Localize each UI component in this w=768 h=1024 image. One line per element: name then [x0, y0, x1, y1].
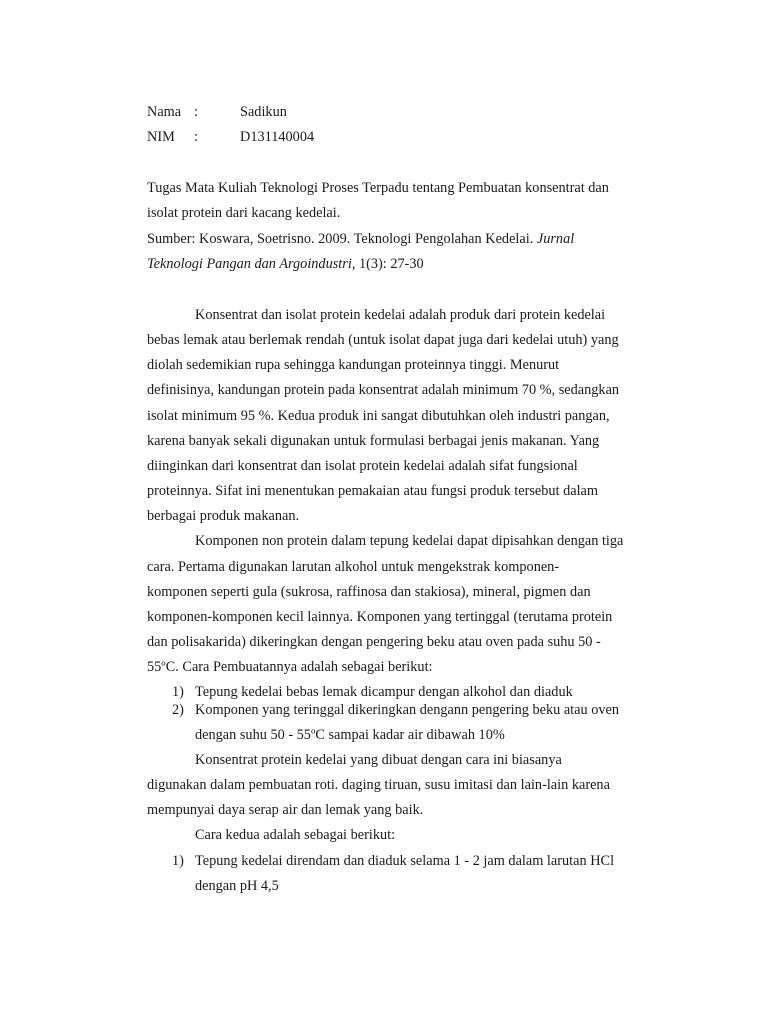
list-number: 1)	[172, 853, 184, 869]
nim-label: NIM	[147, 129, 175, 145]
nim-separator: :	[194, 129, 198, 145]
paragraph-line: diolah sedemikian rupa sehingga kandungan proteinnya tinggi. Menurut	[147, 357, 560, 373]
paragraph-line: komponen-komponen kecil lainnya. Komponen yang tertinggal (terutama protein	[147, 609, 613, 625]
name-separator: :	[194, 104, 198, 120]
paragraph-line: cara. Pertama digunakan larutan alkohol untuk mengekstrak komponen-	[147, 559, 560, 575]
source-journal: Teknologi Pangan dan Argoindustri	[147, 256, 352, 272]
paragraph-line: bebas lemak atau berlemak rendah (untuk isolat dapat juga dari kedelai utuh) yang	[147, 332, 619, 348]
source-journal: Jurnal	[536, 231, 575, 247]
list-number: 2)	[172, 702, 184, 718]
paragraph-line: Komponen non protein dalam tepung kedelai dapat dipisahkan dengan tiga	[195, 533, 624, 549]
paragraph-line: digunakan dalam pembuatan roti. daging tiruan, susu imitasi dan lain-lain karena	[147, 777, 610, 793]
source-text: , 1(3): 27-30	[351, 256, 424, 272]
name-value: Sadikun	[240, 104, 287, 120]
name-label: Nama	[147, 104, 182, 120]
list-item-text: dengan pH 4,5	[195, 878, 279, 894]
paragraph-line: isolat minimum 95 %. Kedua produk ini sangat dibutuhkan oleh industri pangan,	[147, 408, 610, 424]
paragraph-line: berbagai produk makanan.	[147, 508, 300, 524]
paragraph-line: mempunyai daya serap air dan lemak yang baik.	[147, 802, 424, 818]
paragraph-line: karena banyak sekali digunakan untuk formulasi berbagai jenis makanan. Yang	[147, 433, 600, 449]
list-number: 1)	[172, 684, 184, 700]
paragraph-line: diinginkan dari konsentrat dan isolat protein kedelai adalah sifat fungsional	[147, 458, 578, 474]
paragraph-line: Konsentrat protein kedelai yang dibuat dengan cara ini biasanya	[195, 752, 562, 768]
list-item-text: Tepung kedelai bebas lemak dicampur dengan alkohol dan diaduk	[195, 684, 573, 700]
source-text: Sumber: Koswara, Soetrisno. 2009. Teknologi Pengolahan Kedelai.	[147, 231, 537, 247]
list-item-text: dengan suhu 50 - 55ºC sampai kadar air dibawah 10%	[195, 727, 505, 743]
paragraph-line: dan polisakarida) dikeringkan dengan pengering beku atau oven pada suhu 50 -	[147, 634, 601, 650]
paragraph-line: proteinnya. Sifat ini menentukan pemakaian atau fungsi produk tersebut dalam	[147, 483, 599, 499]
task-line: isolat protein dari kacang kedelai.	[147, 205, 341, 221]
nim-value: D131140004	[240, 129, 315, 145]
task-line: Tugas Mata Kuliah Teknologi Proses Terpadu tentang Pembuatan konsentrat dan	[147, 180, 609, 196]
paragraph-line: 55ºC. Cara Pembuatannya adalah sebagai berikut:	[147, 659, 433, 675]
source-line	[147, 230, 574, 248]
list-item-text: Tepung kedelai direndam dan diaduk selama 1 - 2 jam dalam larutan HCl	[195, 853, 615, 869]
source-line	[147, 255, 424, 273]
paragraph-line: definisinya, kandungan protein pada konsentrat adalah minimum 70 %, sedangkan	[147, 382, 620, 398]
paragraph-line: Konsentrat dan isolat protein kedelai adalah produk dari protein kedelai	[195, 307, 606, 323]
list-item-text: Komponen yang teringgal dikeringkan dengann pengering beku atau oven	[195, 702, 620, 718]
paragraph-line: komponen seperti gula (sukrosa, raffinosa dan stakiosa), mineral, pigmen dan	[147, 584, 591, 600]
paragraph-line: Cara kedua adalah sebagai berikut:	[195, 827, 396, 843]
